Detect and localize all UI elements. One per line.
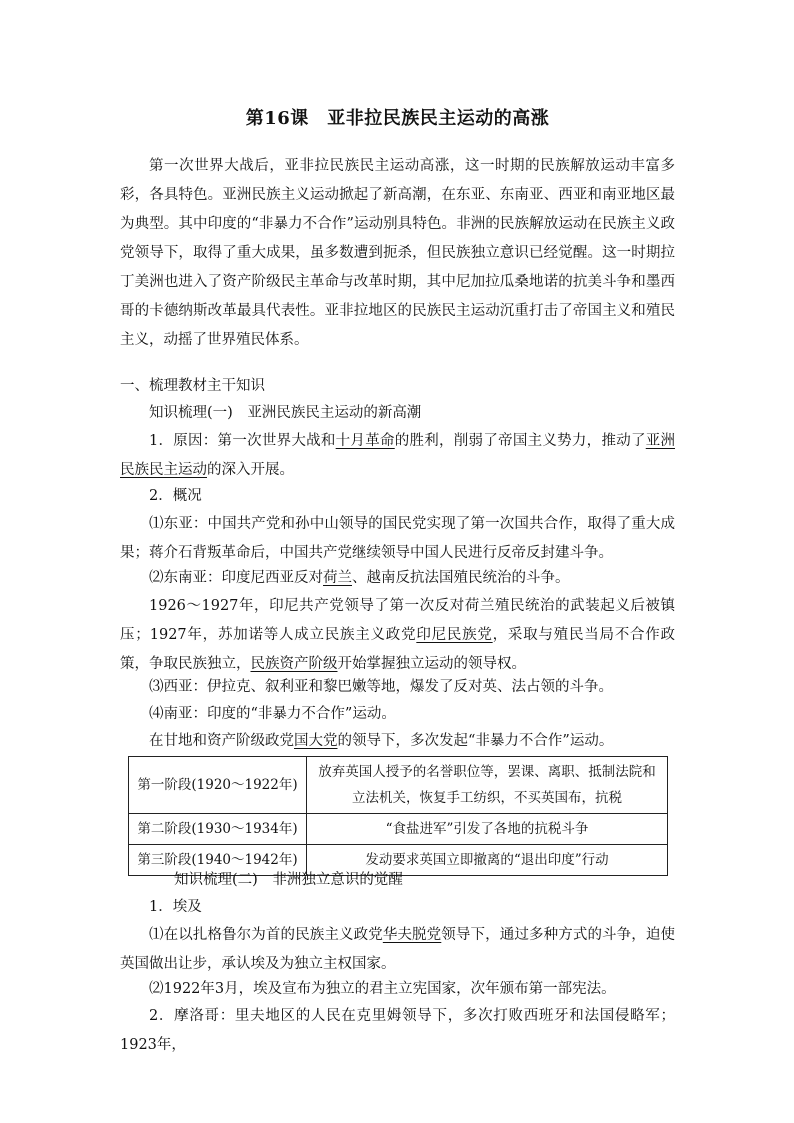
south-asia-line: ⑷南亚：印度的“非暴力不合作”运动。 [149,706,396,722]
west-asia-line: ⑶西亚：伊拉克、叙利亚和黎巴嫩等地，爆发了反对英、法占领的斗争。 [149,679,613,695]
stage-cell: 第一阶段(1920～1922年) [129,757,307,814]
overview-heading: 2．概况 [149,488,202,504]
egypt-paragraph-1: ⑴在以扎格鲁尔为首的民族主义政党华夫脱党领导下，通过多种方式的斗争，迫使英国做出让步，承认埃及为独立主权国家。 [120,927,676,972]
desc-cell: 发动要求英国立即撤离的“退出印度”行动 [307,845,668,876]
desc-cell: 放弃英国人授予的名誉职位等，罢课、离职、抵制法院和立法机关，恢复手工纺织，不买英国布，抗税 [307,757,668,814]
underline-congress: 国大党 [294,733,338,749]
underline-asian-national: 亚洲民族 [120,433,675,478]
intro-paragraph: 第一次世界大战后，亚非拉民族民主运动高涨，这一时期的民族解放运动丰富多彩，各具特色。亚洲民族主义运动掀起了新高潮，在东亚、东南亚、西亚和南亚地区最为典型。其中印度的“非暴力不合作”运动别具特色。非洲的民族解放运动在民族主义政党领导下，取得了重大成果，虽多数遭到扼杀，但民族独立意识已经觉醒。这一时期拉丁美洲也进入了资产阶级民主革命与改革时期，其中尼加拉瓜桑地诺的抗美斗争和墨西哥的卡德纳斯改革最具代表性。亚非拉地区的民族民主运动沉重打击了帝国主义和殖民主义，动摇了世界殖民体系。 [120,158,675,348]
east-asia-paragraph: ⑴东亚：中国共产党和孙中山领导的国民党实现了第一次国共合作，取得了重大成果；蒋介石背叛革命后，中国共产党继续领导中国人民进行反帝反封建斗争。 [120,516,675,561]
page-title: 第16课 亚非拉民族民主运动的高涨 [245,108,550,129]
morocco-line: 2．摩洛哥：里夫地区的人民在克里姆领导下，多次打败西班牙和法国侵略军；1923年， [120,1008,675,1053]
section-heading: 一、梳理教材主干知识 [120,378,265,394]
stage-cell: 第三阶段(1940～1942年) [129,845,307,876]
southeast-asia-line: ⑵东南亚：印度尼西亚反对荷兰、越南反抗法国殖民统治的斗争。 [149,570,570,586]
knowledge-heading-2: 知识梳理(二) 非洲独立意识的觉醒 [174,872,403,888]
underline-national-bourgeoisie: 民族资产阶级 [250,656,338,672]
table-row [129,814,668,845]
underline-wafd: 华夫脱党 [382,927,442,943]
stage-cell: 第二阶段(1930～1934年) [129,814,307,845]
gandhi-line: 在甘地和资产阶级政党国大党的领导下，多次发起“非暴力不合作”运动。 [149,733,614,749]
underline-netherlands: 荷兰 [323,570,352,586]
egypt-paragraph-2: ⑵1922年3月，埃及宣布为独立的君主立宪国家，次年颁布第一部宪法。 [149,981,616,997]
indonesia-paragraph: 1926～1927年，印尼共产党领导了第一次反对荷兰殖民统治的武装起义后被镇压；1927年，苏加诺等人成立民族主义政党印尼民族党，采取与殖民当局不合作政策，争取民族独立，民族资产阶级开始掌握独立运动的领导权。 [120,598,676,672]
underline-pni: 印尼民族党 [416,627,493,643]
egypt-heading: 1．埃及 [149,899,202,915]
underline-democratic-movement: 民主运动 [149,462,207,478]
underline-october-revolution: 十月革命 [335,433,395,449]
cause-paragraph: 1．原因：第一次世界大战和十月革命的胜利，削弱了帝国主义势力，推动了亚洲民族民主运动的深入开展。 [120,433,675,478]
stages-table [128,756,668,876]
knowledge-heading-1: 知识梳理(一) 亚洲民族民主运动的新高潮 [149,405,422,421]
desc-cell: “食盐进军”引发了各地的抗税斗争 [307,814,668,845]
table-row [129,757,668,814]
